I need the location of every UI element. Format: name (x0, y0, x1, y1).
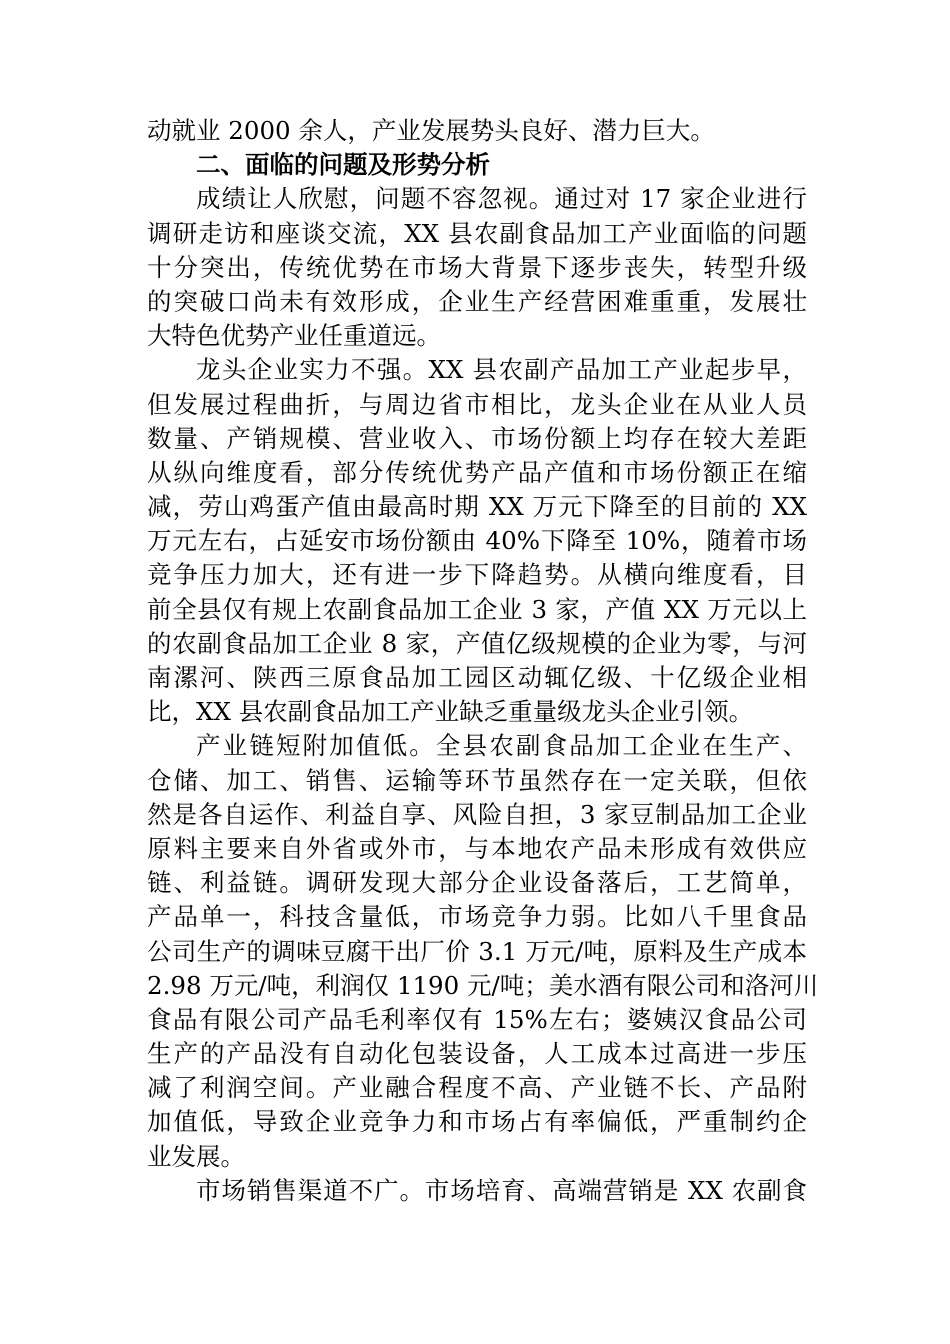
body-text-line: 公司生产的调味豆腐干出厂价 3.1 万元/吨，原料及生产成本 (147, 936, 807, 966)
body-text-line: 仓储、加工、销售、运输等环节虽然存在一定关联，但依 (147, 765, 807, 795)
body-text-line: 万元左右，占延安市场份额由 40%下降至 10%，随着市场 (147, 526, 807, 556)
body-text-line: 市场销售渠道不广。市场培育、高端营销是 XX 农副食 (196, 1175, 807, 1205)
body-text-line: 龙头企业实力不强。XX 县农副产品加工产业起步早， (196, 355, 807, 385)
body-text-line: 的农副食品加工企业 8 家，产值亿级规模的企业为零，与河 (147, 628, 807, 658)
body-text-line: 的突破口尚未有效形成，企业生产经营困难重重，发展壮 (147, 286, 807, 316)
body-text-line: 动就业 2000 余人，产业发展势头良好、潜力巨大。 (147, 116, 715, 145)
body-text-line: 数量、产销规模、营业收入、市场份额上均存在较大差距 (147, 423, 807, 453)
body-text-line: 产业链短附加值低。全县农副食品加工企业在生产、 (196, 731, 807, 761)
body-text-line: 减了利润空间。产业融合程度不高、产业链不长、产品附 (147, 1073, 807, 1103)
body-text-line: 十分突出，传统优势在市场大背景下逐步丧失，转型升级 (147, 252, 807, 282)
body-text-line: 然是各自运作、利益自享、风险自担，3 家豆制品加工企业 (147, 799, 807, 829)
body-text-line: 业发展。 (147, 1141, 245, 1171)
body-text-line: 调研走访和座谈交流，XX 县农副食品加工产业面临的问题 (147, 218, 807, 248)
body-text-line: 生产的产品没有自动化包装设备，人工成本过高进一步压 (147, 1039, 807, 1069)
body-text-line: 成绩让人欣慰，问题不容忽视。通过对 17 家企业进行 (196, 184, 807, 214)
body-text-line: 比，XX 县农副食品加工产业缺乏重量级龙头企业引领。 (147, 697, 754, 727)
body-text-line: 2.98 万元/吨，利润仅 1190 元/吨；美水酒有限公司和洛河川 (147, 970, 819, 1000)
section-heading: 二、面临的问题及形势分析 (196, 150, 490, 180)
body-text-line: 竞争压力加大，还有进一步下降趋势。从横向维度看，目 (147, 560, 807, 590)
body-text-line: 南漯河、陕西三原食品加工园区动辄亿级、十亿级企业相 (147, 663, 807, 692)
body-text-line: 大特色优势产业任重道远。 (147, 321, 441, 351)
body-text-line: 产品单一，科技含量低，市场竞争力弱。比如八千里食品 (147, 902, 807, 932)
body-text-line: 食品有限公司产品毛利率仅有 15%左右；婆姨汉食品公司 (147, 1004, 807, 1034)
body-text-line: 加值低，导致企业竞争力和市场占有率偏低，严重制约企 (147, 1107, 807, 1137)
body-text-line: 从纵向维度看，部分传统优势产品产值和市场份额正在缩 (147, 457, 807, 487)
body-text-line: 链、利益链。调研发现大部分企业设备落后，工艺简单， (147, 868, 807, 898)
document-body (147, 114, 819, 1208)
body-text-line: 前全县仅有规上农副食品加工企业 3 家，产值 XX 万元以上 (147, 594, 807, 624)
body-text-line: 原料主要来自外省或外市，与本地农产品未形成有效供应 (147, 833, 807, 863)
body-text-line: 减，劳山鸡蛋产值由最高时期 XX 万元下降至的目前的 XX (147, 492, 807, 522)
body-text-line: 但发展过程曲折，与周边省市相比，龙头企业在从业人员 (147, 389, 807, 419)
